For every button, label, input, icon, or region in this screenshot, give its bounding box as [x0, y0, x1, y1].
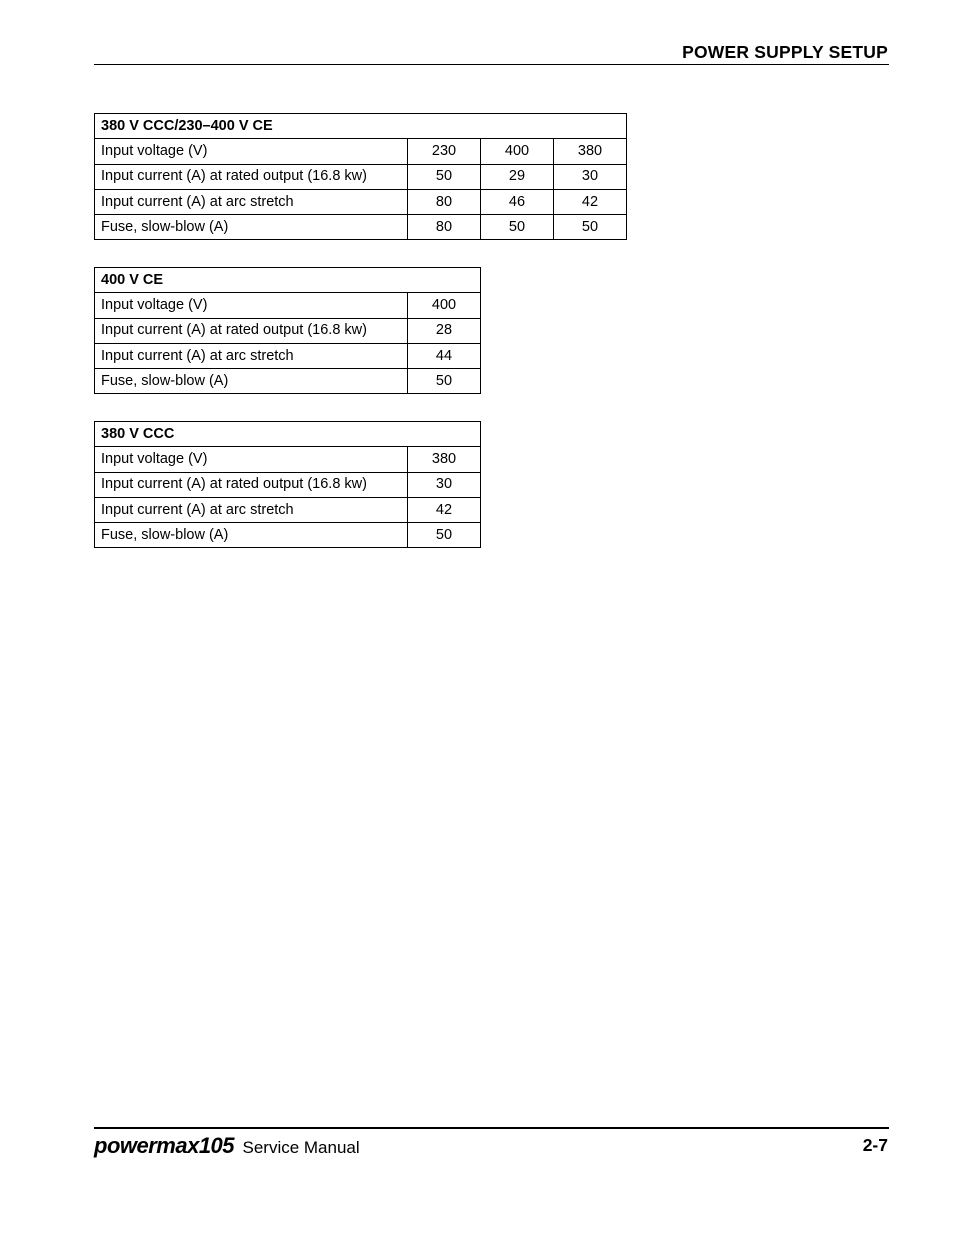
table-title: 400 V CE: [95, 268, 481, 293]
table-row: [95, 189, 627, 214]
table-row: [95, 293, 481, 318]
row-value: 30: [554, 164, 627, 189]
table-row: [95, 215, 627, 240]
row-value: 400: [408, 293, 481, 318]
row-value: 50: [554, 215, 627, 240]
row-value: 50: [408, 369, 481, 394]
row-label: Fuse, slow-blow (A): [95, 369, 408, 394]
table-title-row: [95, 422, 481, 447]
row-value: 80: [408, 189, 481, 214]
section-title: POWER SUPPLY SETUP: [682, 42, 888, 62]
manual-title: Service Manual: [242, 1138, 360, 1157]
row-value: 44: [408, 343, 481, 368]
table-row: [95, 447, 481, 472]
row-value: 42: [408, 497, 481, 522]
footer-brand-line: [94, 1133, 360, 1159]
table-title: 380 V CCC/230–400 V CE: [95, 114, 627, 139]
row-label: Input current (A) at rated output (16.8 kw): [95, 472, 408, 497]
row-value: 30: [408, 472, 481, 497]
row-label: Fuse, slow-blow (A): [95, 523, 408, 548]
row-value: 29: [481, 164, 554, 189]
table-row: [95, 523, 481, 548]
table-row: [95, 343, 481, 368]
spec-table-380v-ccc: [94, 421, 481, 548]
table-row: [95, 164, 627, 189]
row-value: 380: [408, 447, 481, 472]
table-title-row: [95, 114, 627, 139]
row-label: Fuse, slow-blow (A): [95, 215, 408, 240]
row-label: Input voltage (V): [95, 447, 408, 472]
table-row: [95, 472, 481, 497]
table-row: [95, 318, 481, 343]
table-row: [95, 369, 481, 394]
table-title: 380 V CCC: [95, 422, 481, 447]
row-label: Input current (A) at arc stretch: [95, 497, 408, 522]
footer-divider: [94, 1127, 889, 1129]
row-value: 400: [481, 139, 554, 164]
row-value: 46: [481, 189, 554, 214]
row-label: Input current (A) at rated output (16.8 kw): [95, 318, 408, 343]
row-label: Input current (A) at rated output (16.8 kw): [95, 164, 408, 189]
row-value: 50: [408, 164, 481, 189]
row-value: 380: [554, 139, 627, 164]
row-value: 50: [408, 523, 481, 548]
row-label: Input current (A) at arc stretch: [95, 189, 408, 214]
row-value: 230: [408, 139, 481, 164]
row-label: Input voltage (V): [95, 293, 408, 318]
table-row: [95, 139, 627, 164]
row-label: Input voltage (V): [95, 139, 408, 164]
row-value: 28: [408, 318, 481, 343]
table-title-row: [95, 268, 481, 293]
header-divider: [94, 64, 889, 65]
page-number: 2-7: [862, 1135, 888, 1155]
product-logo: powermax105: [94, 1133, 235, 1158]
table-row: [95, 497, 481, 522]
row-value: 42: [554, 189, 627, 214]
row-label: Input current (A) at arc stretch: [95, 343, 408, 368]
row-value: 80: [408, 215, 481, 240]
spec-table-380v-ccc-230-400v-ce: [94, 113, 627, 240]
row-value: 50: [481, 215, 554, 240]
spec-table-400v-ce: [94, 267, 481, 394]
